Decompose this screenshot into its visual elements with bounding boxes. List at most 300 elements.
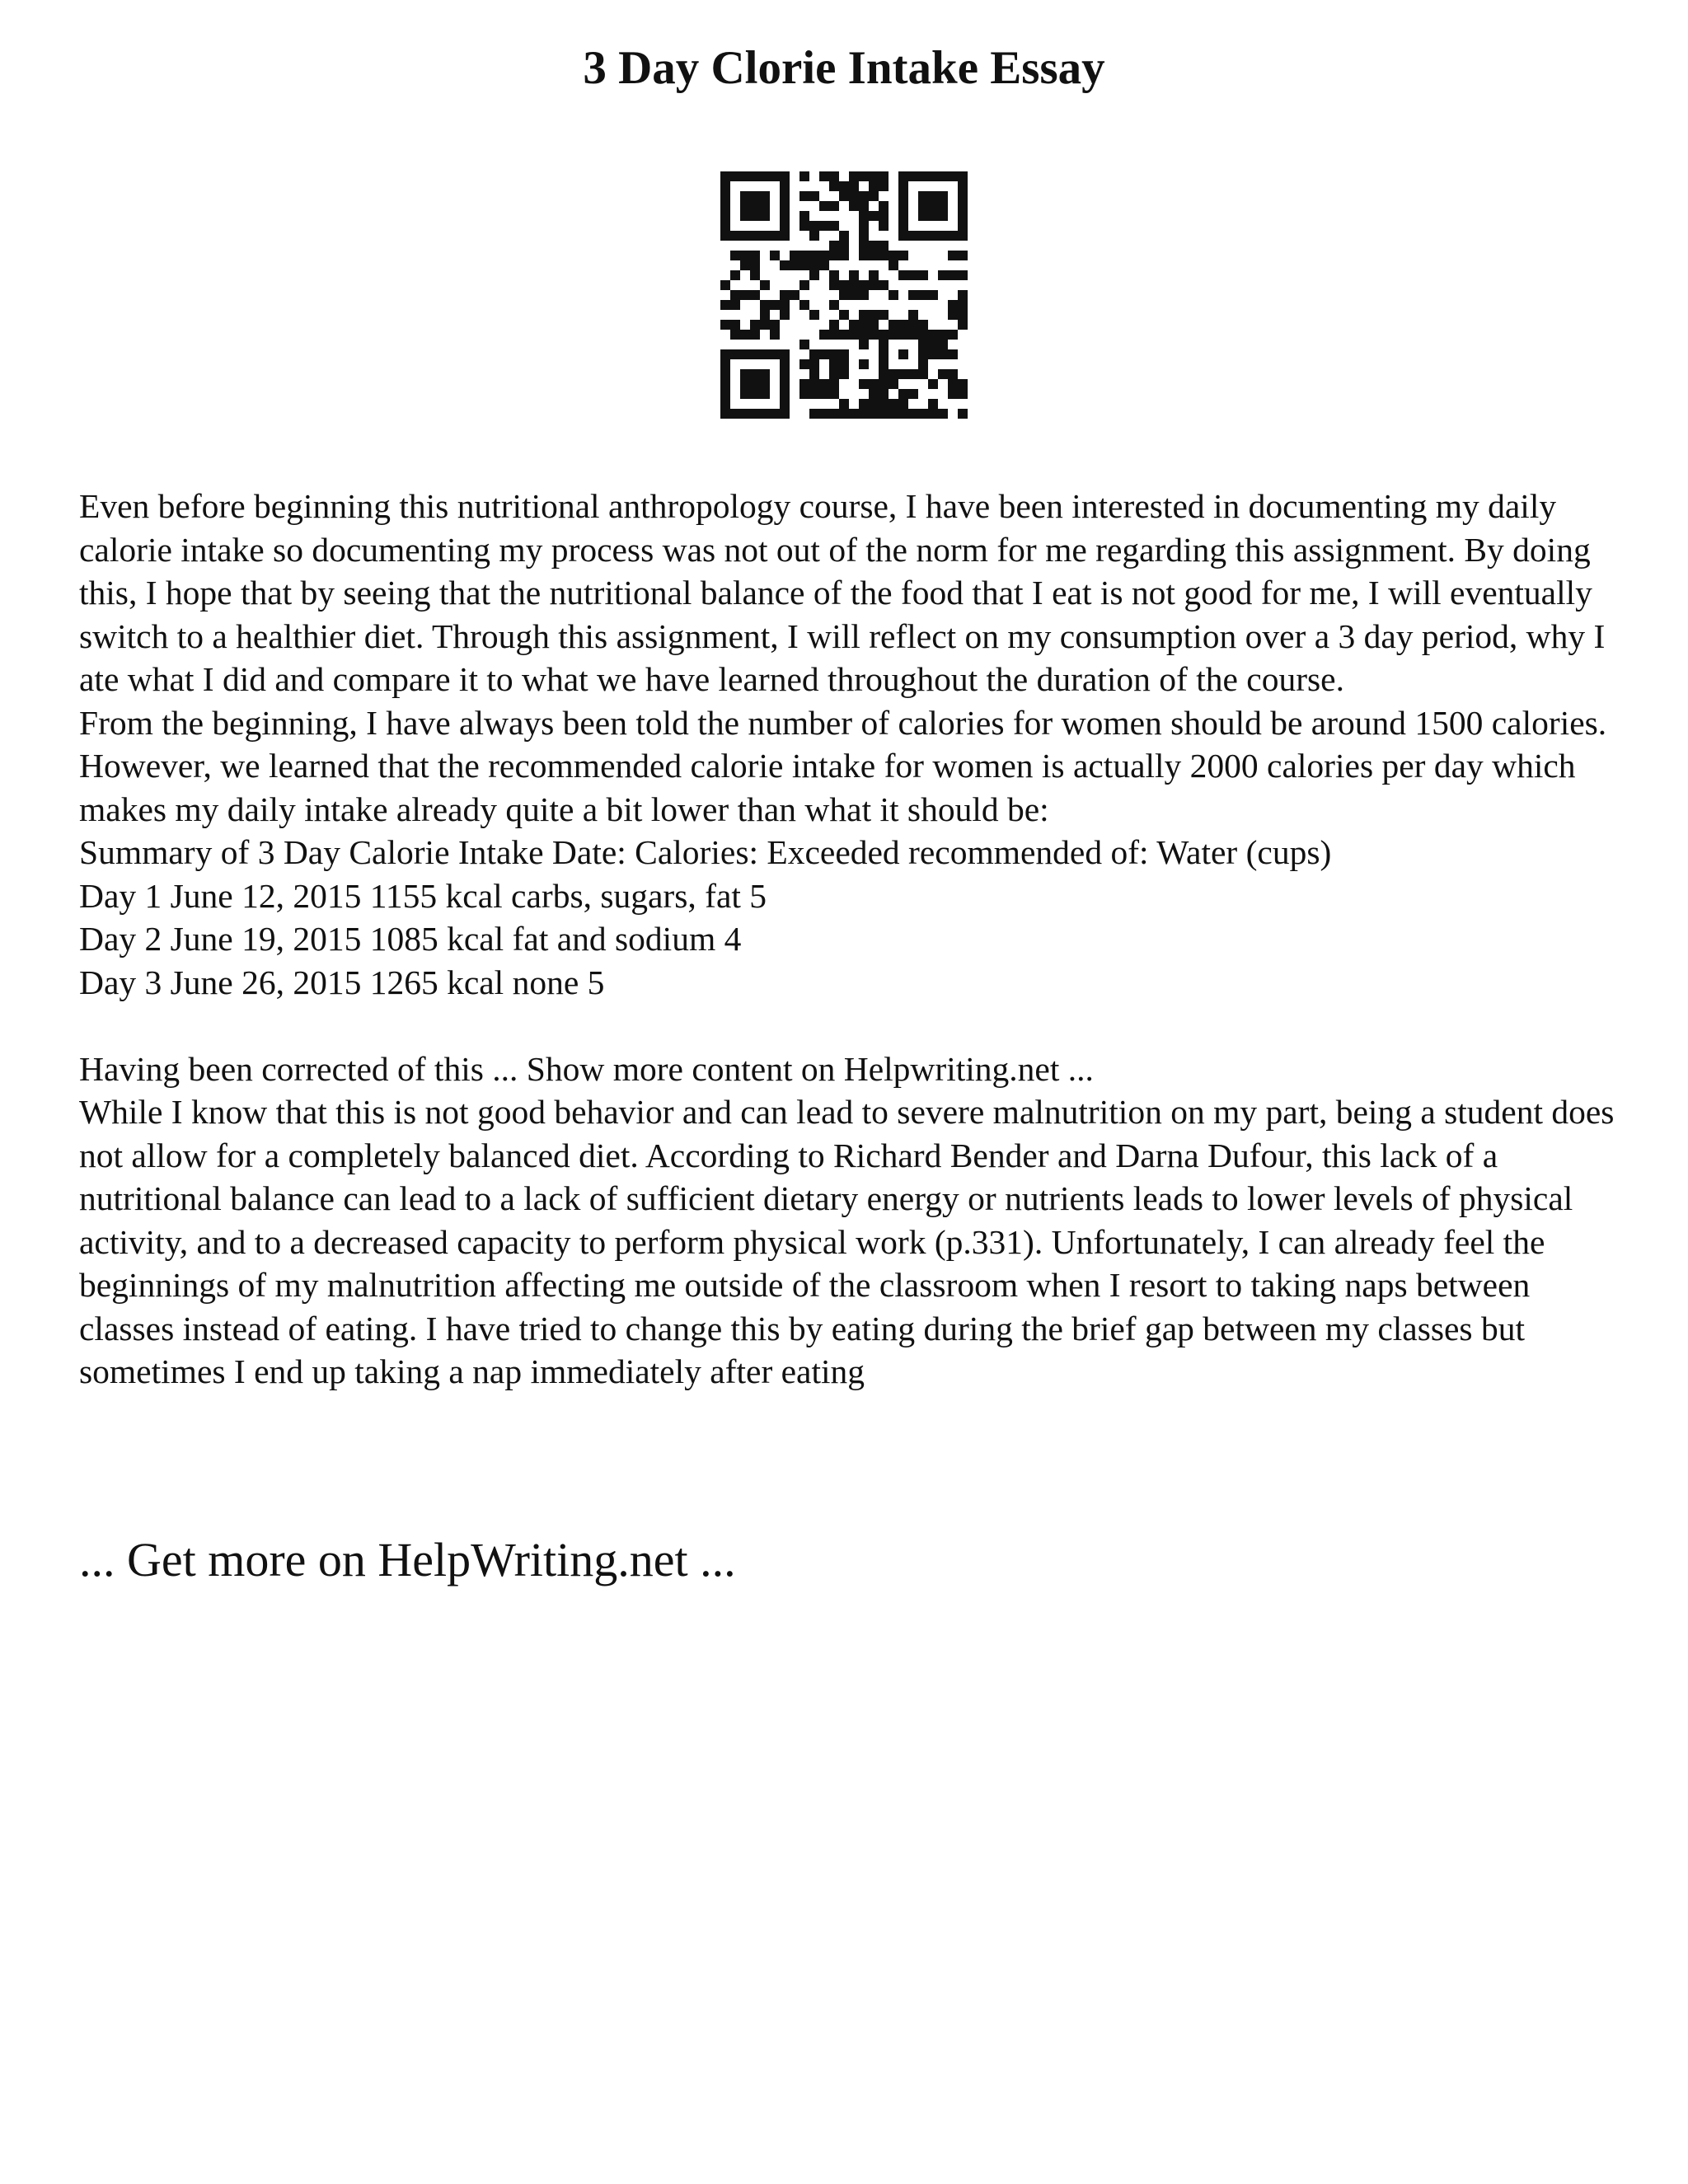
- qr-module: [750, 290, 760, 300]
- qr-module: [760, 349, 770, 359]
- qr-module: [938, 330, 948, 340]
- qr-module: [809, 221, 819, 231]
- qr-module: [898, 221, 908, 231]
- qr-module: [958, 310, 968, 320]
- qr-module: [918, 349, 928, 359]
- qr-module: [918, 409, 928, 419]
- qr-module: [750, 409, 760, 419]
- qr-module: [720, 191, 730, 201]
- qr-module: [879, 379, 889, 389]
- qr-module: [730, 300, 740, 310]
- qr-module: [898, 320, 908, 330]
- qr-module: [760, 201, 770, 211]
- summary-day-1: Day 1 June 12, 2015 1155 kcal carbs, sugars, fat 5: [79, 876, 767, 915]
- qr-module: [750, 191, 760, 201]
- qr-module: [918, 340, 928, 349]
- qr-module: [809, 359, 819, 369]
- qr-module: [720, 389, 730, 399]
- qr-module: [948, 171, 958, 181]
- qr-module: [740, 211, 750, 221]
- qr-module: [839, 191, 849, 201]
- qr-module: [780, 211, 790, 221]
- qr-module: [799, 260, 809, 270]
- qr-module: [819, 221, 829, 231]
- qr-module: [770, 251, 780, 260]
- qr-module: [760, 300, 770, 310]
- qr-module: [829, 330, 839, 340]
- qr-module: [958, 251, 968, 260]
- qr-module: [859, 399, 869, 409]
- qr-module: [908, 389, 918, 399]
- qr-module: [879, 251, 889, 260]
- qr-module: [780, 221, 790, 231]
- qr-module: [859, 340, 869, 349]
- qr-module: [760, 191, 770, 201]
- qr-module: [750, 251, 760, 260]
- qr-module: [740, 251, 750, 260]
- qr-module: [720, 369, 730, 379]
- qr-module: [908, 270, 918, 280]
- qr-module: [928, 201, 938, 211]
- qr-module: [780, 310, 790, 320]
- qr-module: [918, 359, 928, 369]
- qr-module: [760, 280, 770, 290]
- qr-module: [839, 310, 849, 320]
- qr-module: [829, 181, 839, 191]
- qr-module: [780, 409, 790, 419]
- qr-module: [799, 221, 809, 231]
- qr-module: [780, 300, 790, 310]
- qr-module: [809, 349, 819, 359]
- qr-module: [720, 231, 730, 241]
- qr-module: [809, 389, 819, 399]
- qr-module: [799, 191, 809, 201]
- qr-module: [879, 241, 889, 251]
- qr-module: [898, 409, 908, 419]
- qr-module: [819, 201, 829, 211]
- qr-module: [879, 181, 889, 191]
- qr-module: [740, 231, 750, 241]
- qr-module: [898, 211, 908, 221]
- qr-module: [799, 359, 809, 369]
- qr-module: [948, 270, 958, 280]
- qr-module: [918, 171, 928, 181]
- qr-module: [928, 379, 938, 389]
- qr-module: [849, 330, 859, 340]
- qr-module: [869, 389, 879, 399]
- qr-module: [740, 379, 750, 389]
- qr-module: [879, 171, 889, 181]
- qr-module: [889, 251, 898, 260]
- qr-module: [750, 211, 760, 221]
- qr-module: [898, 191, 908, 201]
- qr-module: [928, 290, 938, 300]
- qr-module: [829, 201, 839, 211]
- qr-module: [938, 340, 948, 349]
- qr-module: [740, 201, 750, 211]
- qr-module: [879, 310, 889, 320]
- qr-module: [720, 359, 730, 369]
- qr-module: [819, 379, 829, 389]
- qr-module: [730, 349, 740, 359]
- qr-module: [720, 409, 730, 419]
- qr-module: [859, 251, 869, 260]
- qr-module: [730, 330, 740, 340]
- qr-module: [809, 409, 819, 419]
- qr-module: [879, 409, 889, 419]
- qr-module: [839, 399, 849, 409]
- qr-module: [869, 330, 879, 340]
- essay-body: [79, 485, 1629, 1394]
- qr-module: [720, 221, 730, 231]
- qr-module: [869, 399, 879, 409]
- qr-module: [760, 389, 770, 399]
- qr-module: [918, 270, 928, 280]
- qr-module: [720, 280, 730, 290]
- get-more-link[interactable]: ... Get more on HelpWriting.net ...: [79, 1533, 736, 1586]
- qr-module: [948, 300, 958, 310]
- qr-module: [958, 270, 968, 280]
- qr-module: [790, 251, 799, 260]
- qr-module: [730, 409, 740, 419]
- qr-module: [770, 300, 780, 310]
- qr-module: [829, 241, 839, 251]
- qr-module: [819, 260, 829, 270]
- qr-module: [720, 349, 730, 359]
- qr-module: [770, 409, 780, 419]
- qr-module: [869, 310, 879, 320]
- qr-module: [918, 320, 928, 330]
- qr-module: [889, 379, 898, 389]
- qr-module: [770, 171, 780, 181]
- qr-module: [958, 201, 968, 211]
- qr-module: [938, 211, 948, 221]
- qr-module: [839, 241, 849, 251]
- qr-module: [829, 320, 839, 330]
- qr-module: [819, 389, 829, 399]
- qr-module: [938, 191, 948, 201]
- qr-module: [819, 171, 829, 181]
- qr-module: [750, 270, 760, 280]
- qr-module: [869, 211, 879, 221]
- qr-module: [859, 320, 869, 330]
- qr-module: [819, 349, 829, 359]
- qr-module: [908, 310, 918, 320]
- qr-module: [859, 359, 869, 369]
- qr-module: [879, 399, 889, 409]
- qr-module: [898, 369, 908, 379]
- qr-module: [799, 171, 809, 181]
- qr-module: [760, 211, 770, 221]
- qr-module: [948, 369, 958, 379]
- qr-module: [958, 231, 968, 241]
- qr-module: [720, 211, 730, 221]
- qr-module: [770, 320, 780, 330]
- qr-module: [928, 330, 938, 340]
- qr-module: [898, 399, 908, 409]
- qr-module: [829, 221, 839, 231]
- qr-module: [869, 171, 879, 181]
- qr-module: [859, 290, 869, 300]
- qr-module: [879, 349, 889, 359]
- qr-module: [839, 369, 849, 379]
- qr-module: [819, 409, 829, 419]
- qr-module: [879, 340, 889, 349]
- qr-module: [898, 270, 908, 280]
- qr-module: [730, 231, 740, 241]
- qr-module: [928, 231, 938, 241]
- qr-module: [898, 171, 908, 181]
- qr-module: [730, 171, 740, 181]
- qr-module: [790, 290, 799, 300]
- qr-module: [918, 201, 928, 211]
- qr-module: [760, 171, 770, 181]
- qr-module: [889, 290, 898, 300]
- qr-module: [958, 191, 968, 201]
- qr-module: [799, 211, 809, 221]
- qr-module: [938, 369, 948, 379]
- qr-module: [839, 409, 849, 419]
- qr-module: [869, 191, 879, 201]
- qr-module: [760, 409, 770, 419]
- qr-module: [958, 409, 968, 419]
- qr-module: [928, 399, 938, 409]
- qr-module: [859, 211, 869, 221]
- qr-module: [750, 379, 760, 389]
- qr-module: [889, 409, 898, 419]
- qr-module: [958, 389, 968, 399]
- qr-module: [829, 359, 839, 369]
- qr-module: [859, 330, 869, 340]
- qr-module: [730, 251, 740, 260]
- qr-module: [928, 211, 938, 221]
- qr-module: [720, 399, 730, 409]
- qr-module: [799, 251, 809, 260]
- qr-module: [809, 260, 819, 270]
- qr-module: [928, 340, 938, 349]
- qr-module: [889, 330, 898, 340]
- qr-code-graphic: [720, 171, 968, 419]
- qr-module: [780, 231, 790, 241]
- qr-module: [829, 300, 839, 310]
- qr-module: [859, 379, 869, 389]
- qr-module: [829, 280, 839, 290]
- qr-module: [839, 181, 849, 191]
- qr-module: [740, 389, 750, 399]
- qr-module: [859, 171, 869, 181]
- qr-module: [928, 171, 938, 181]
- qr-module: [958, 320, 968, 330]
- qr-module: [720, 300, 730, 310]
- qr-module: [859, 221, 869, 231]
- qr-module: [918, 231, 928, 241]
- qr-module: [750, 171, 760, 181]
- qr-module: [760, 379, 770, 389]
- qr-module: [809, 310, 819, 320]
- qr-module: [908, 330, 918, 340]
- qr-module: [780, 379, 790, 389]
- qr-module: [938, 270, 948, 280]
- qr-module: [958, 211, 968, 221]
- qr-module: [958, 300, 968, 310]
- qr-module: [750, 349, 760, 359]
- qr-module: [829, 251, 839, 260]
- qr-module: [829, 379, 839, 389]
- qr-module: [770, 231, 780, 241]
- qr-module: [770, 330, 780, 340]
- qr-module: [780, 191, 790, 201]
- qr-module: [869, 270, 879, 280]
- qr-module: [908, 171, 918, 181]
- qr-module: [898, 201, 908, 211]
- qr-module: [819, 251, 829, 260]
- qr-module: [928, 349, 938, 359]
- qr-module: [809, 191, 819, 201]
- qr-module: [740, 409, 750, 419]
- qr-module: [938, 201, 948, 211]
- qr-module: [849, 171, 859, 181]
- qr-module: [730, 270, 740, 280]
- qr-module: [948, 379, 958, 389]
- show-more-teaser[interactable]: Having been corrected of this ... Show more content on Helpwriting.net ...: [79, 1049, 1094, 1088]
- qr-module: [938, 349, 948, 359]
- qr-module: [829, 349, 839, 359]
- qr-module: [780, 260, 790, 270]
- qr-module: [740, 349, 750, 359]
- qr-module: [750, 201, 760, 211]
- qr-module: [859, 241, 869, 251]
- qr-module: [760, 369, 770, 379]
- qr-module: [928, 191, 938, 201]
- qr-module: [750, 369, 760, 379]
- qr-module: [879, 330, 889, 340]
- qr-module: [809, 369, 819, 379]
- qr-module: [859, 201, 869, 211]
- qr-module: [839, 359, 849, 369]
- qr-module: [869, 251, 879, 260]
- qr-module: [859, 409, 869, 419]
- qr-module: [908, 409, 918, 419]
- qr-module: [948, 349, 958, 359]
- qr-module: [859, 231, 869, 241]
- qr-module: [958, 181, 968, 191]
- qr-module: [780, 181, 790, 191]
- qr-module: [908, 290, 918, 300]
- qr-module: [879, 280, 889, 290]
- qr-module: [869, 181, 879, 191]
- qr-module: [918, 369, 928, 379]
- qr-module: [839, 280, 849, 290]
- qr-module: [889, 369, 898, 379]
- qr-module: [898, 330, 908, 340]
- summary-day-3: Day 3 June 26, 2015 1265 kcal none 5: [79, 963, 605, 1001]
- qr-module: [849, 409, 859, 419]
- qr-module: [790, 260, 799, 270]
- qr-module: [918, 330, 928, 340]
- qr-module: [889, 260, 898, 270]
- qr-module: [809, 379, 819, 389]
- qr-module: [928, 409, 938, 419]
- qr-module: [760, 231, 770, 241]
- qr-module: [809, 251, 819, 260]
- qr-module: [799, 379, 809, 389]
- qr-module: [849, 191, 859, 201]
- qr-module: [879, 201, 889, 211]
- qr-module: [898, 389, 908, 399]
- qr-module: [839, 251, 849, 260]
- qr-module: [740, 171, 750, 181]
- qr-module: [958, 221, 968, 231]
- qr-module: [918, 191, 928, 201]
- paragraph-recommended: From the beginning, I have always been told the number of calories for women should be around 1500 calories. However, we learned that the recommended calorie intake for women is actually 2000 calories per day which makes my daily intake already quite a bit lower than what it should be:: [79, 703, 1607, 828]
- qr-module: [869, 379, 879, 389]
- qr-module: [730, 320, 740, 330]
- qr-module: [740, 191, 750, 201]
- qr-module: [948, 231, 958, 241]
- qr-module: [898, 251, 908, 260]
- qr-module: [829, 270, 839, 280]
- qr-module: [869, 241, 879, 251]
- paragraph-malnutrition: While I know that this is not good behavior and can lead to severe malnutrition on my part, being a student does not allow for a completely balanced diet. According to Richard Bender and Darna Dufour, this lack of a nutritional balance can lead to a lack of sufficient dietary energy or nutrients leads to lower levels of physical activity, and to a decreased capacity to perform physical work (p.331). Unfortunately, I can already feel the beginnings of my malnutrition affecting me outside of the classroom when I resort to taking naps between classes instead of eating. I have tried to change this by eating during the brief gap between my classes but sometimes I end up taking a nap immediately after eating: [79, 1093, 1615, 1390]
- qr-module: [869, 320, 879, 330]
- qr-module: [908, 369, 918, 379]
- qr-module: [819, 330, 829, 340]
- qr-module: [839, 231, 849, 241]
- document-title: 3 Day Clorie Intake Essay: [583, 42, 1105, 94]
- qr-module: [849, 290, 859, 300]
- qr-module: [839, 290, 849, 300]
- paragraph-gap: [79, 1004, 1629, 1047]
- qr-module: [849, 201, 859, 211]
- qr-module: [799, 389, 809, 399]
- qr-module: [938, 231, 948, 241]
- qr-module: [849, 181, 859, 191]
- qr-module: [809, 270, 819, 280]
- qr-module: [829, 369, 839, 379]
- qr-module: [799, 280, 809, 290]
- qr-module: [849, 320, 859, 330]
- qr-module: [799, 340, 809, 349]
- qr-module: [958, 290, 968, 300]
- qr-code-icon[interactable]: [720, 171, 968, 419]
- qr-module: [720, 171, 730, 181]
- paragraph-intro: Even before beginning this nutritional anthropology course, I have been interested in documenting my daily calorie intake so documenting my process was not out of the norm for me regarding this assignment. By doing this, I hope that by seeing that the nutritional balance of the food that I eat is not good for me, I will eventually switch to a healthier diet. Through this assignment, I will reflect on my consumption over a 3 day period, why I ate what I did and compare it to what we have learned throughout the duration of the course.: [79, 487, 1606, 698]
- qr-module: [839, 330, 849, 340]
- qr-module: [740, 330, 750, 340]
- qr-module: [918, 211, 928, 221]
- qr-module: [879, 221, 889, 231]
- qr-module: [829, 171, 839, 181]
- qr-module: [720, 379, 730, 389]
- qr-module: [829, 389, 839, 399]
- qr-module: [770, 349, 780, 359]
- qr-module: [720, 201, 730, 211]
- qr-module: [750, 231, 760, 241]
- qr-module: [859, 191, 869, 201]
- qr-module: [908, 320, 918, 330]
- qr-module: [958, 379, 968, 389]
- qr-module: [750, 260, 760, 270]
- qr-module: [948, 330, 958, 340]
- qr-module: [918, 290, 928, 300]
- qr-module: [780, 290, 790, 300]
- qr-module: [958, 171, 968, 181]
- qr-module: [750, 389, 760, 399]
- qr-module: [859, 280, 869, 290]
- qr-module: [829, 409, 839, 419]
- qr-module: [839, 349, 849, 359]
- qr-module: [869, 409, 879, 419]
